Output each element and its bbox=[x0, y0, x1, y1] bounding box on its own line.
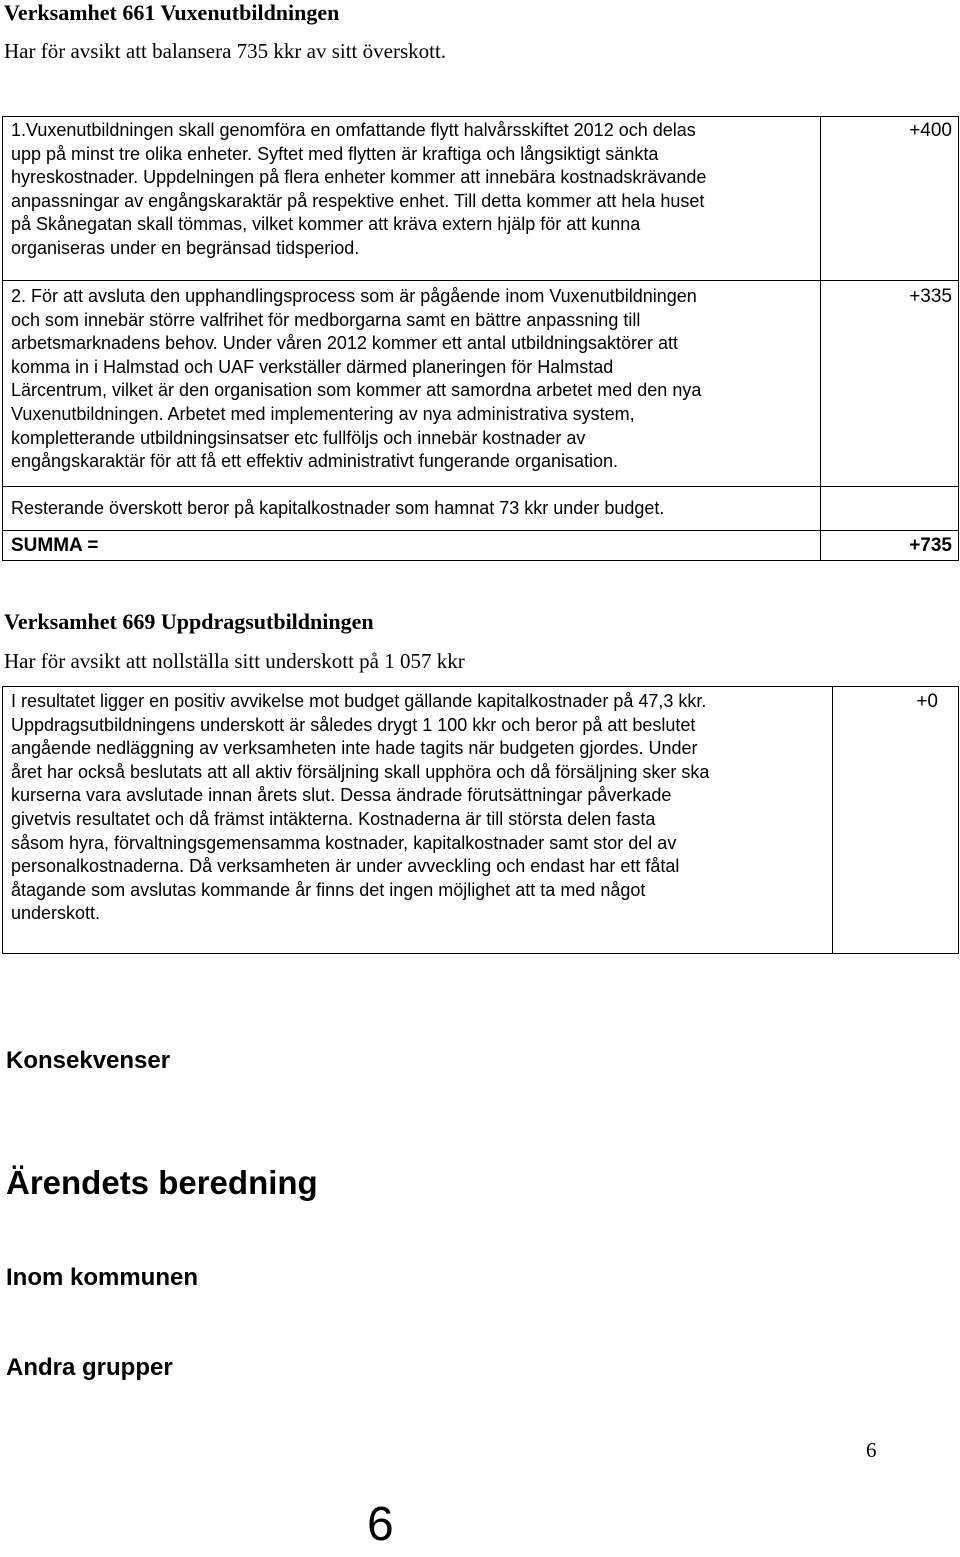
text-line: Vuxenutbildningen. Arbetet med implementering av nya administrativa system, bbox=[11, 403, 635, 424]
text-line: och som innebär större valfrihet för medborgarna samt en bättre anpassning till bbox=[11, 309, 641, 330]
heading-andra-grupper: Andra grupper bbox=[6, 1354, 173, 1381]
text-line: åtagande som avslutas kommande år finns det ingen möjlighet att ta med något bbox=[11, 879, 646, 900]
text-line: organiseras under en begränsad tidsperiod. bbox=[11, 237, 360, 258]
heading-inom-kommunen: Inom kommunen bbox=[6, 1264, 199, 1291]
amount-value: +335 bbox=[909, 286, 952, 307]
section-intro-661: Har för avsikt att balansera 735 kkr av sitt överskott. bbox=[4, 39, 447, 63]
budget-table-669 bbox=[2, 686, 959, 954]
summa-label-cell bbox=[3, 531, 821, 561]
text-line: på Skånegatan skall tömmas, vilket kommer att kräva extern hjälp för att kunna bbox=[11, 214, 641, 235]
summa-value: +735 bbox=[909, 535, 952, 556]
budget-row-text bbox=[3, 117, 821, 281]
budget-table-661 bbox=[2, 116, 959, 561]
budget-row bbox=[3, 281, 959, 487]
text-line: givetvis resultatet och då främst intäkterna. Kostnaderna är till största delen fasta bbox=[11, 808, 656, 829]
remainder-text: Resterande överskott beror på kapitalkostnader som hamnat 73 kkr under budget. bbox=[11, 497, 665, 518]
budget-row bbox=[3, 117, 959, 281]
section-intro-669: Har för avsikt att nollställa sitt underskott på 1 057 kkr bbox=[4, 649, 465, 673]
budget-row-amount-cell bbox=[821, 487, 959, 531]
text-line: 2. För att avsluta den upphandlingsprocess som är pågående inom Vuxenutbildningen bbox=[11, 286, 697, 306]
heading-konsekvenser: Konsekvenser bbox=[6, 1047, 171, 1074]
text-line: arbetsmarknadens behov. Under våren 2012 kommer ett antal utbildningsaktörer att bbox=[11, 333, 679, 354]
section-title-669: Verksamhet 669 Uppdragsutbildningen bbox=[4, 609, 374, 634]
text-line: året har också beslutats att all aktiv försäljning skall upphöra och då försäljning sker ska bbox=[11, 761, 710, 782]
summa-label: SUMMA = bbox=[11, 535, 99, 556]
amount-value: +0 bbox=[916, 691, 938, 712]
budget-row bbox=[3, 687, 959, 954]
amount-value: +400 bbox=[909, 120, 952, 141]
budget-row-amount-cell bbox=[821, 281, 959, 487]
summa-row bbox=[3, 531, 959, 561]
heading-arendets-beredning: Ärendets beredning bbox=[6, 1164, 318, 1201]
budget-row-amount-cell bbox=[821, 117, 959, 281]
text-line: I resultatet ligger en positiv avvikelse mot budget gällande kapitalkostnader på 47,3 kkr. bbox=[11, 691, 707, 711]
text-line: personalkostnaderna. Då verksamheten är under avveckling och endast har ett fåtal bbox=[11, 856, 680, 877]
section-title-661: Verksamhet 661 Vuxenutbildningen bbox=[4, 0, 340, 25]
budget-row-text bbox=[3, 487, 821, 531]
text-line: angående nedläggning av verksamheten inte hade tagits när budgeten gjordes. Under bbox=[11, 738, 698, 759]
budget-row-amount-cell bbox=[833, 687, 959, 954]
text-line: anpassningar av engångskaraktär på respektive enhet. Till detta kommer att hela huset bbox=[11, 190, 705, 211]
text-line: kompletterande utbildningsinsatser etc fullföljs och innebär kostnader av bbox=[11, 427, 586, 448]
text-line: Uppdragsutbildningens underskott är således drygt 1 100 kkr och beror på att beslutet bbox=[11, 714, 696, 735]
text-line: hyreskostnader. Uppdelningen på flera enheter kommer att innebära kostnadskrävande bbox=[11, 167, 707, 188]
text-line: upp på minst tre olika enheter. Syftet med flytten är kraftiga och långsiktigt sänkta bbox=[11, 143, 659, 164]
text-line: Lärcentrum, vilket är den organisation som kommer att samordna arbetet med den nya bbox=[11, 380, 702, 401]
text-line: underskott. bbox=[11, 903, 101, 924]
text-line: såsom hyra, förvaltningsgemensamma kostnader, kapitalkostnader samt stor del av bbox=[11, 832, 677, 853]
text-line: komma in i Halmstad och UAF verkställer därmed planeringen för Halmstad bbox=[11, 356, 614, 377]
budget-row-text bbox=[3, 281, 821, 487]
page-number-small: 6 bbox=[866, 1438, 877, 1462]
budget-row bbox=[3, 487, 959, 531]
summa-value-cell bbox=[821, 531, 959, 561]
text-line: kurserna vara avslutade innan årets slut. Dessa ändrade förutsättningar påverkade bbox=[11, 785, 672, 806]
budget-row-text bbox=[3, 687, 833, 954]
text-line: engångskaraktär för att få ett effektiv administrativt fungerande organisation. bbox=[11, 451, 619, 472]
text-line: 1.Vuxenutbildningen skall genomföra en omfattande flytt halvårsskiftet 2012 och delas bbox=[11, 120, 696, 140]
page-number-large: 6 bbox=[367, 1498, 394, 1551]
